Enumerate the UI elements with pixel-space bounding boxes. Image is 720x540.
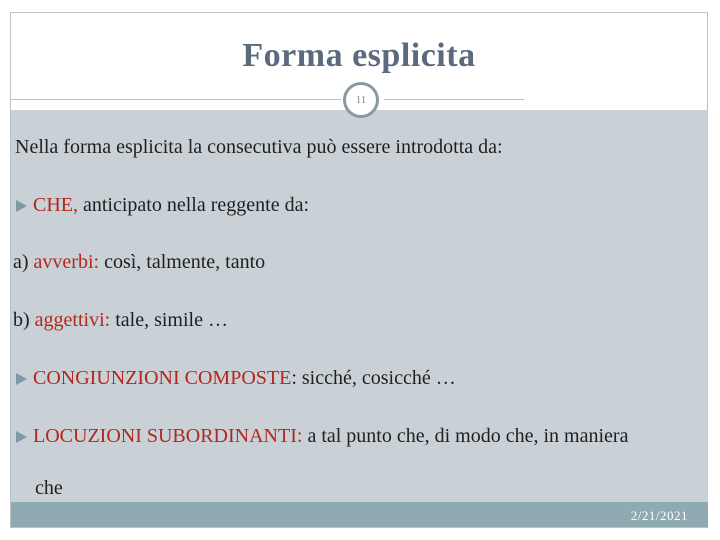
bullet-item-congiunzioni bbox=[16, 366, 456, 390]
triangle-bullet-icon bbox=[16, 431, 27, 443]
item-locuzioni-continuation bbox=[35, 476, 63, 500]
header-divider-left bbox=[11, 99, 341, 100]
keyword-che: CHE, bbox=[33, 194, 78, 216]
item-avverbi-text: così, talmente, tanto bbox=[99, 251, 266, 273]
item-avverbi bbox=[13, 250, 265, 274]
continuation-text: che bbox=[35, 477, 63, 499]
slide-title: Forma esplicita bbox=[242, 37, 476, 74]
bullet-item-locuzioni bbox=[16, 424, 628, 448]
slide-footer bbox=[11, 502, 708, 527]
item-aggettivi bbox=[13, 308, 228, 332]
page-number-badge bbox=[343, 82, 379, 118]
triangle-bullet-icon bbox=[16, 200, 27, 212]
slide-date: 2/21/2021 bbox=[630, 508, 688, 523]
intro-line bbox=[15, 135, 503, 159]
keyword-locuzioni: LOCUZIONI SUBORDINANTI: bbox=[33, 425, 303, 447]
item-avverbi-prefix: a) bbox=[13, 251, 34, 273]
intro-text: Nella forma esplicita la consecutiva può essere introdotta da: bbox=[15, 136, 503, 158]
header-divider-right bbox=[384, 99, 524, 100]
item-congiunzioni-text: : sicché, cosicché … bbox=[291, 367, 456, 389]
keyword-congiunzioni: CONGIUNZIONI COMPOSTE bbox=[33, 367, 292, 389]
triangle-bullet-icon bbox=[16, 373, 27, 385]
item-locuzioni-text: a tal punto che, di modo che, in maniera bbox=[302, 425, 629, 447]
item-che-text: anticipato nella reggente da: bbox=[78, 194, 310, 216]
item-aggettivi-text: tale, simile … bbox=[110, 309, 228, 331]
bullet-item-che bbox=[16, 193, 309, 217]
keyword-avverbi: avverbi: bbox=[33, 251, 100, 273]
page-number: 11 bbox=[355, 94, 367, 106]
keyword-aggettivi: aggettivi: bbox=[34, 309, 111, 331]
slide-content bbox=[11, 110, 708, 502]
item-aggettivi-prefix: b) bbox=[13, 309, 35, 331]
